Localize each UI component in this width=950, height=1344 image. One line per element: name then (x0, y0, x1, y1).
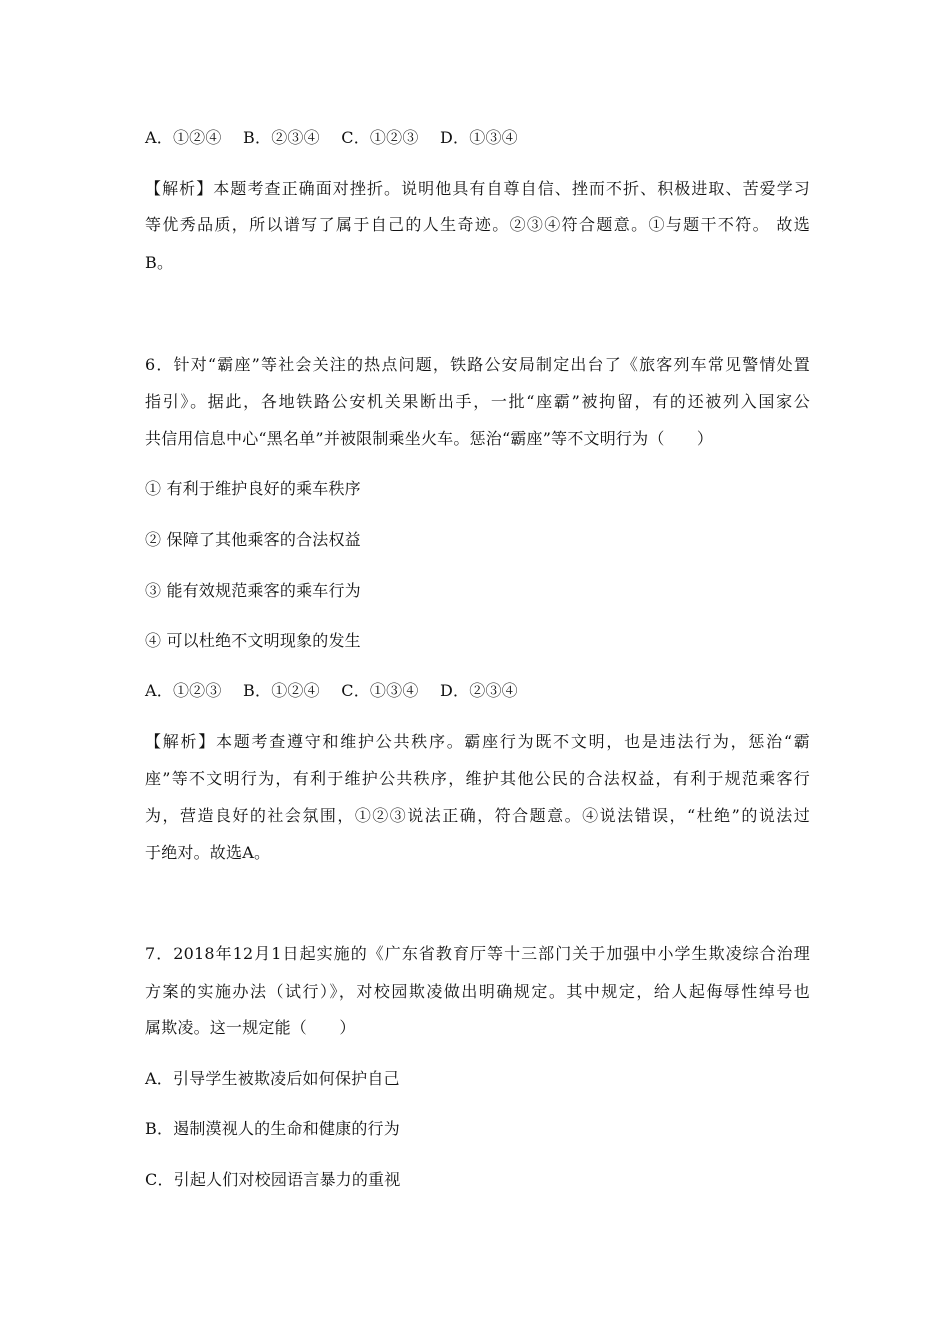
q5-analysis-line-2: 等优秀品质，所以谱写了属于自己的人生奇迹。②③④符合题意。①与题干不符。 故选 (145, 215, 810, 234)
q6-item-3: ③ 能有效规范乘客的乘车行为 (145, 581, 361, 600)
q5-analysis-line-1: 【解析】本题考查正确面对挫折。说明他具有自尊自信、挫而不折、积极进取、苦爱学习 (145, 179, 810, 198)
q6-stem-line-2: 指引》。据此，各地铁路公安机关果断出手，一批“座霸”被拘留，有的还被列入国家公 (145, 392, 810, 411)
q6-item-4: ④ 可以杜绝不文明现象的发生 (145, 631, 361, 650)
q7-choice-a: A．引导学生被欺凌后如何保护自己 (145, 1069, 400, 1088)
q7-choice-c: C．引起人们对校园语言暴力的重视 (145, 1170, 401, 1189)
q6-options: A．①②③ B．①②④ C．①③④ D．②③④ (145, 681, 518, 700)
q7-stem-line-2: 方案的实施办法（试行）》，对校园欺凌做出明确规定。其中规定，给人起侮辱性绰号也 (145, 982, 810, 1001)
q7-stem-line-1: 7．2018年12月1日起实施的《广东省教育厅等十三部门关于加强中小学生欺凌综合治理 (145, 944, 810, 963)
q6-stem-line-1: 6．针对“霸座”等社会关注的热点问题，铁路公安局制定出台了《旅客列车常见警情处置 (145, 355, 810, 374)
q6-item-1: ① 有利于维护良好的乘车秩序 (145, 479, 361, 498)
q6-item-2: ② 保障了其他乘客的合法权益 (145, 530, 361, 549)
q6-analysis-line-3: 为，营造良好的社会氛围，①②③说法正确，符合题意。④说法错误，“杜绝”的说法过 (145, 806, 810, 825)
q7-stem-line-3: 属欺凌。这一规定能（ ） (145, 1018, 356, 1037)
q5-options: A．①②④ B．②③④ C．①②③ D．①③④ (145, 128, 518, 147)
q7-choice-b: B．遏制漠视人的生命和健康的行为 (145, 1119, 400, 1138)
q6-analysis-line-4: 于绝对。故选A。 (145, 843, 271, 862)
q6-stem-line-3: 共信用信息中心“黑名单”并被限制乘坐火车。惩治“霸座”等不文明行为（ ） (145, 429, 714, 448)
q5-analysis-line-3: B。 (145, 253, 174, 272)
q6-analysis-line-2: 座”等不文明行为，有利于维护公共秩序，维护其他公民的合法权益，有利于规范乘客行 (145, 769, 810, 788)
q6-analysis-line-1: 【解析】本题考查遵守和维护公共秩序。霸座行为既不文明，也是违法行为，惩治“霸 (145, 732, 810, 751)
